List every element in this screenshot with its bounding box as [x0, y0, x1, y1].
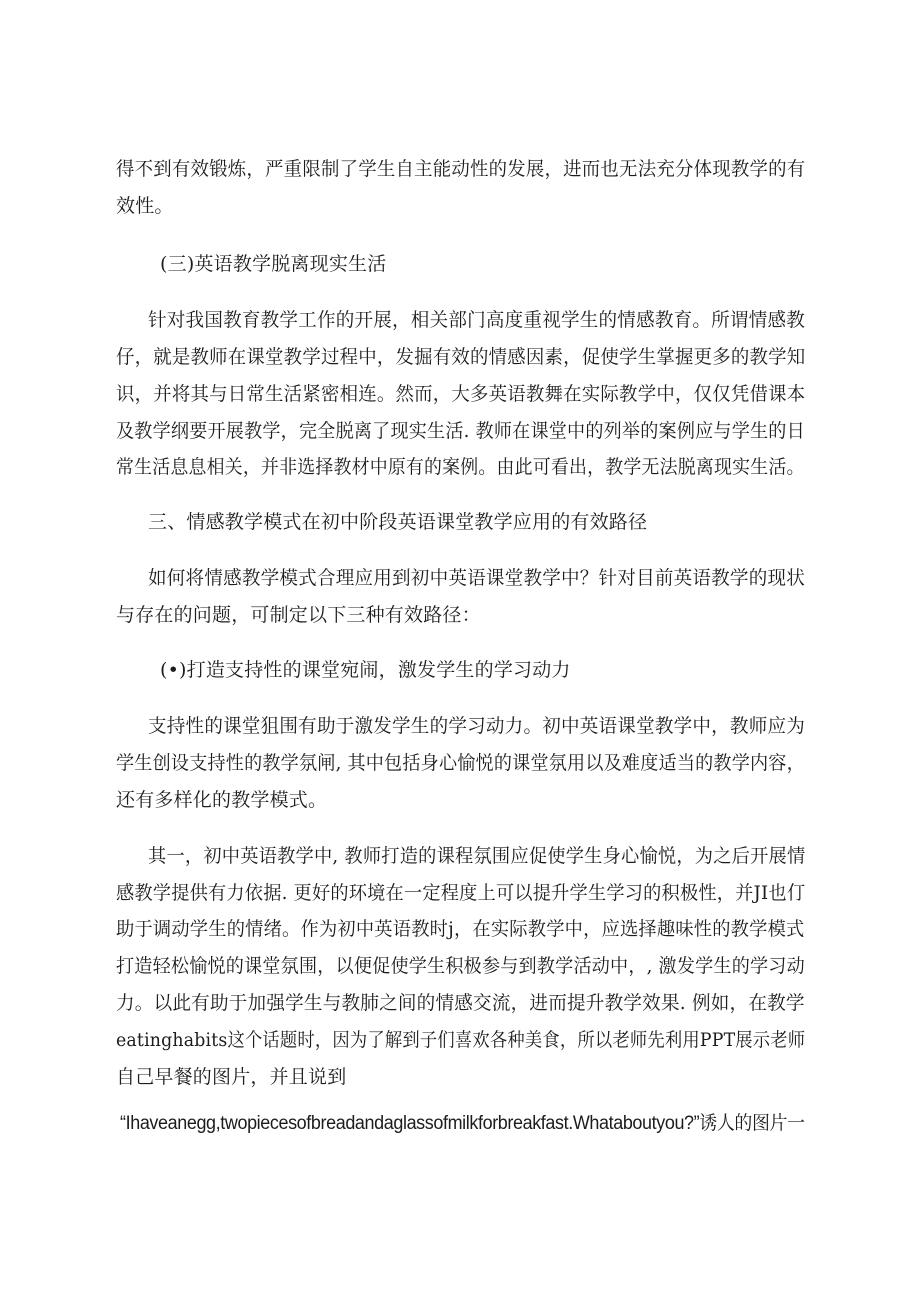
paragraph-line: 及教学纲要开展教学，完全脱离了现实生活. 教师在课堂中的列举的案例应与学生的日 [116, 420, 805, 442]
paragraph-line: “Ihaveanegg,twopiecesofbreadandaglassofmilkforbreakfast.Whataboutyou?”诱人的图片一 [120, 1113, 805, 1134]
paragraph-line: 还有多样化的教学模式。 [116, 789, 328, 811]
paragraph-line: 常生活息息相关，并非选择教材中原有的案例。由此可看出，教学无法脱离现实生活。 [116, 456, 805, 478]
paragraph-line: 效性。 [116, 195, 174, 217]
section-heading: 三、情感教学模式在初中阶段英语课堂教学应用的有效路径 [148, 511, 648, 533]
paragraph-line: 感教学提供有力依据. 更好的环境在一定程度上可以提升学生学习的积极性，并JI也仃 [116, 882, 806, 904]
section-heading: (•)打造支持性的课堂宛闹，激发学生的学习动力 [160, 659, 571, 681]
paragraph-line: 仔，就是教师在课堂教学过程中，发掘有效的情感因素，促使学生掌握更多的教学知 [116, 346, 806, 368]
paragraph-line: 力。以此有助于加强学生与教肺之间的情感交流，进而提升教学效果. 例如，在教学 [116, 992, 805, 1014]
paragraph-line: 如何将情感教学模式合理应用到初中英语课堂教学中？针对目前英语教学的现状 [148, 567, 806, 589]
paragraph-line: 助于调动学生的情绪。作为初中英语教时j，在实际教学中，应选择趣味性的教学模式 [116, 918, 805, 940]
paragraph-line: 得不到有效锻炼，严重限制了学生自主能动性的发展，进而也无法充分体现教学的有 [116, 158, 806, 180]
paragraph-line: 学生创设支持性的教学氛闸, 其中包括身心愉悦的课堂氛用以及难度适当的教学内容， [116, 752, 805, 774]
paragraph-line: 支持性的课堂狙围有助于激发学生的学习动力。初中英语课堂教学中，教师应为 [148, 715, 806, 737]
paragraph-line: 识，并将其与日常生活紧密相连。然而，大多英语教舞在实际教学中，仅仅凭借课本 [116, 383, 806, 405]
paragraph-line: eatinghabits这个话题时，因为了解到子们喜欢各种美食，所以老师先利用PPT展示老师 [116, 1029, 806, 1051]
paragraph-line: 与存在的问题，可制定以下三种有效路径： [116, 604, 481, 626]
paragraph-line: 针对我国教育教学工作的开展，相关部门高度重视学生的情感教育。所谓情感教 [148, 309, 806, 331]
paragraph-line: 其一，初中英语教学中, 教师打造的课程氛围应促使学生身心愉悦，为之后开展情 [148, 845, 806, 867]
paragraph-line: 自己早餐的图片，并且说到 [116, 1066, 347, 1088]
section-heading: (三)英语教学脱离现实生活 [160, 253, 387, 275]
paragraph-line: 打造轻松愉悦的课堂氛围，以便促使学生积极参与到教学活动中，, 激发学生的学习动 [116, 955, 805, 977]
